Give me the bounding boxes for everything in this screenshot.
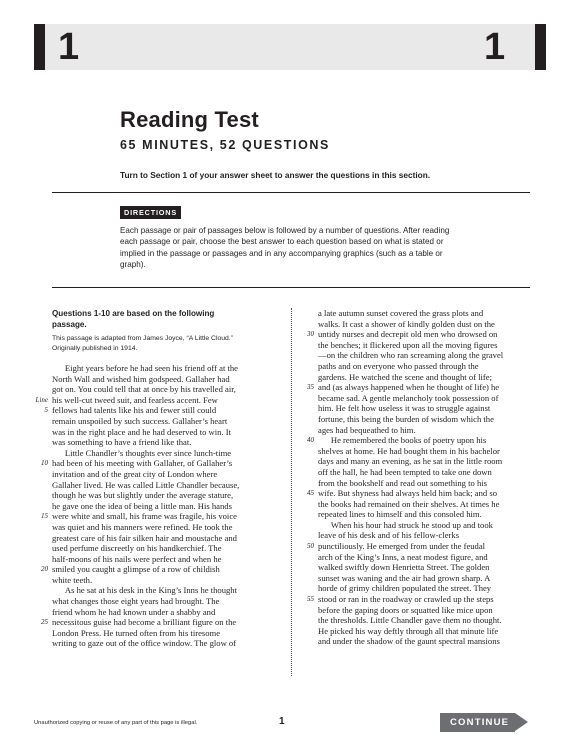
passage-line: fortune, this being the burden of wisdom which the <box>318 413 494 424</box>
column-divider <box>291 308 292 676</box>
page-title: Reading Test <box>120 107 259 132</box>
passage-line: friend whom he had known under a shabby and <box>52 606 216 617</box>
passage-line: untidy nurses and decrepit old men who drowsed on <box>318 329 498 340</box>
passage-line: stood or ran in the roadway or crawled up the steps <box>318 594 494 605</box>
passage-line: greatest care of his fair silken hair and moustache and <box>52 532 237 543</box>
passage-line: punctiliously. He emerged from under the feudal <box>318 541 486 552</box>
directions-line: Each passage or pair of passages below is followed by a number of questions. After reading <box>120 226 450 235</box>
passage-line: the benches; it flickered upon all the moving figures <box>318 339 498 350</box>
question-header-line: Questions 1-10 are based on the following <box>52 309 215 318</box>
divider-top <box>52 192 530 193</box>
passage-line: him. He felt how useless it was to struggle against <box>318 403 491 414</box>
passage-line: and (as always happened when he thought of life) he <box>318 382 500 393</box>
passage-line: He remembered the books of poetry upon his <box>318 435 487 446</box>
passage-line: was quiet and his manners were refined. He took the <box>52 521 233 532</box>
section-bar-right <box>535 24 546 70</box>
source-line: Originally published in 1914. <box>52 344 138 352</box>
passage-source <box>52 334 278 353</box>
passage-line: used perfume discreetly on his handkerchief. The <box>52 543 222 554</box>
passage-line: invitation and of the great city of London where <box>52 468 218 479</box>
page-number: 1 <box>279 716 285 727</box>
passage-line: from the bookshelf and read out something to his <box>318 477 487 488</box>
passage-line: —on the children who ran screaming along the gravel <box>318 350 504 361</box>
passage-line: fellows had talents like his and fewer still could <box>52 405 217 416</box>
line-number: Line <box>35 395 48 404</box>
directions-text <box>120 225 492 271</box>
line-number: 10 <box>41 459 48 468</box>
question-header-line: passage. <box>52 319 87 329</box>
passage-line: though he was but slightly under the average stature, <box>52 490 234 501</box>
passage-line: walked swiftly down Henrietta Street. The golden <box>318 562 490 573</box>
passage-line: ages had bequeathed to him. <box>318 424 416 435</box>
passage-line: the thresholds. Little Chandler gave them no thought. <box>318 615 502 626</box>
copyright-note: Unauthorized copying or reuse of any part of this page is illegal. <box>34 720 198 726</box>
passage-line: gardens. He watched the scene and thought of life; <box>318 371 492 382</box>
passage-line: smiled you caught a glimpse of a row of childish <box>52 564 220 575</box>
line-number: 45 <box>307 489 314 498</box>
instruction-text: Turn to Section 1 of your answer sheet to answer the questions in this section. <box>120 170 431 180</box>
passage-line: off the hall, he had been tempted to take one down <box>318 466 492 477</box>
page-subtitle: 65 MINUTES, 52 QUESTIONS <box>120 138 330 152</box>
passage-line: London Press. He turned often from his tiresome <box>52 627 221 638</box>
line-number: 50 <box>307 542 314 551</box>
directions-line: graph). <box>120 260 146 270</box>
passage-line: arch of the King’s Inns, a neat modest figure, and <box>318 551 488 562</box>
passage-line: paths and on everyone who passed through the <box>318 360 479 371</box>
passage-line: was something to have a friend like that. <box>52 437 192 448</box>
section-number-right: 1 <box>484 26 506 68</box>
continue-button[interactable]: CONTINUE <box>440 713 515 732</box>
passage-line: leave of his desk and of his fellow-clerks <box>318 530 460 541</box>
passage-line: writing to gaze out of the office window. The glow of <box>52 638 237 649</box>
passage-line: white teeth. <box>52 574 93 585</box>
passage-line: before the gaping doors or squatted like mice upon <box>318 604 493 615</box>
directions-line: each passage or pair, choose the best answer to each question based on what is stated or <box>120 237 444 247</box>
passage-line: Little Chandler’s thoughts ever since lunch-time <box>52 447 232 458</box>
directions-label: DIRECTIONS <box>120 206 181 219</box>
passage-line: Gallaher lived. He was called Little Chandler because, <box>52 479 240 490</box>
passage-column-left <box>52 363 282 649</box>
continue-arrow-icon[interactable] <box>515 713 528 731</box>
line-number: 5 <box>44 406 48 415</box>
passage-line: and under the shadow of the gaunt spectral mansions <box>318 636 500 647</box>
passage-line: half-moons of his nails were perfect and when he <box>52 553 222 564</box>
passage-line: North Wall and wished him godspeed. Gallaher had <box>52 373 230 384</box>
passage-line: a late autumn sunset covered the grass plots and <box>318 308 484 318</box>
passage-line: walks. It cast a shower of kindly golden dust on the <box>318 318 495 329</box>
line-number: 30 <box>307 330 314 339</box>
passage-line: remain unspoiled by such success. Gallaher’s heart <box>52 415 228 426</box>
passage-line: was in the right place and he had deserved to win. It <box>52 426 231 437</box>
passage-line: got on. You could tell that at once by his travelled air, <box>52 384 236 395</box>
directions-line: implied in the passage or passages and in any accompanying graphics (such as a table or <box>120 248 443 258</box>
line-number: 35 <box>307 383 314 392</box>
passage-line: were white and small, his frame was fragile, his voice <box>52 511 237 522</box>
section-header-band <box>34 24 546 70</box>
passage-line: he gave one the idea of being a little man. His hands <box>52 500 232 511</box>
line-number: 55 <box>307 595 314 604</box>
passage-line: He picked his way deftly through all that minute life <box>318 625 499 636</box>
passage-line: When his hour had struck he stood up and took <box>318 519 493 530</box>
passage-line: days and many an evening, as he sat in the little room <box>318 456 503 467</box>
line-number: 40 <box>307 436 314 445</box>
passage-line: horde of grimy children populated the street. They <box>318 583 492 594</box>
section-bar-left <box>34 24 45 70</box>
passage-line: sunset was waning and the air had grown sharp. A <box>318 572 491 583</box>
line-number: 20 <box>41 565 48 574</box>
passage-line: necessitous guise had become a brilliant figure on the <box>52 617 237 628</box>
passage-line: Eight years before he had seen his friend off at the <box>52 363 238 373</box>
passage-line: the books had remained on their shelves. At times he <box>318 498 500 509</box>
divider-bottom <box>52 287 530 288</box>
passage-line: what changes those eight years had brought. The <box>52 596 220 607</box>
section-number-left: 1 <box>58 26 80 68</box>
passage-line: wife. But shyness had always held him back; and so <box>318 488 498 499</box>
question-header <box>52 309 278 330</box>
line-number: 15 <box>41 512 48 521</box>
passage-line: his well-cut tweed suit, and fearless accent. Few <box>52 394 218 405</box>
passage-column-right <box>318 308 548 647</box>
line-number: 25 <box>41 618 48 627</box>
passage-line: repeated lines to himself and this consoled him. <box>318 509 482 520</box>
passage-line: shelves at home. He had bought them in his bachelor <box>318 445 500 456</box>
passage-line: became sad. A gentle melancholy took possession of <box>318 392 499 403</box>
passage-line: had been of his meeting with Gallaher, of Gallaher’s <box>52 458 233 469</box>
passage-line: As he sat at his desk in the King’s Inns he thought <box>52 585 237 596</box>
source-line: This passage is adapted from James Joyce, “A Little Cloud.” <box>52 335 233 342</box>
